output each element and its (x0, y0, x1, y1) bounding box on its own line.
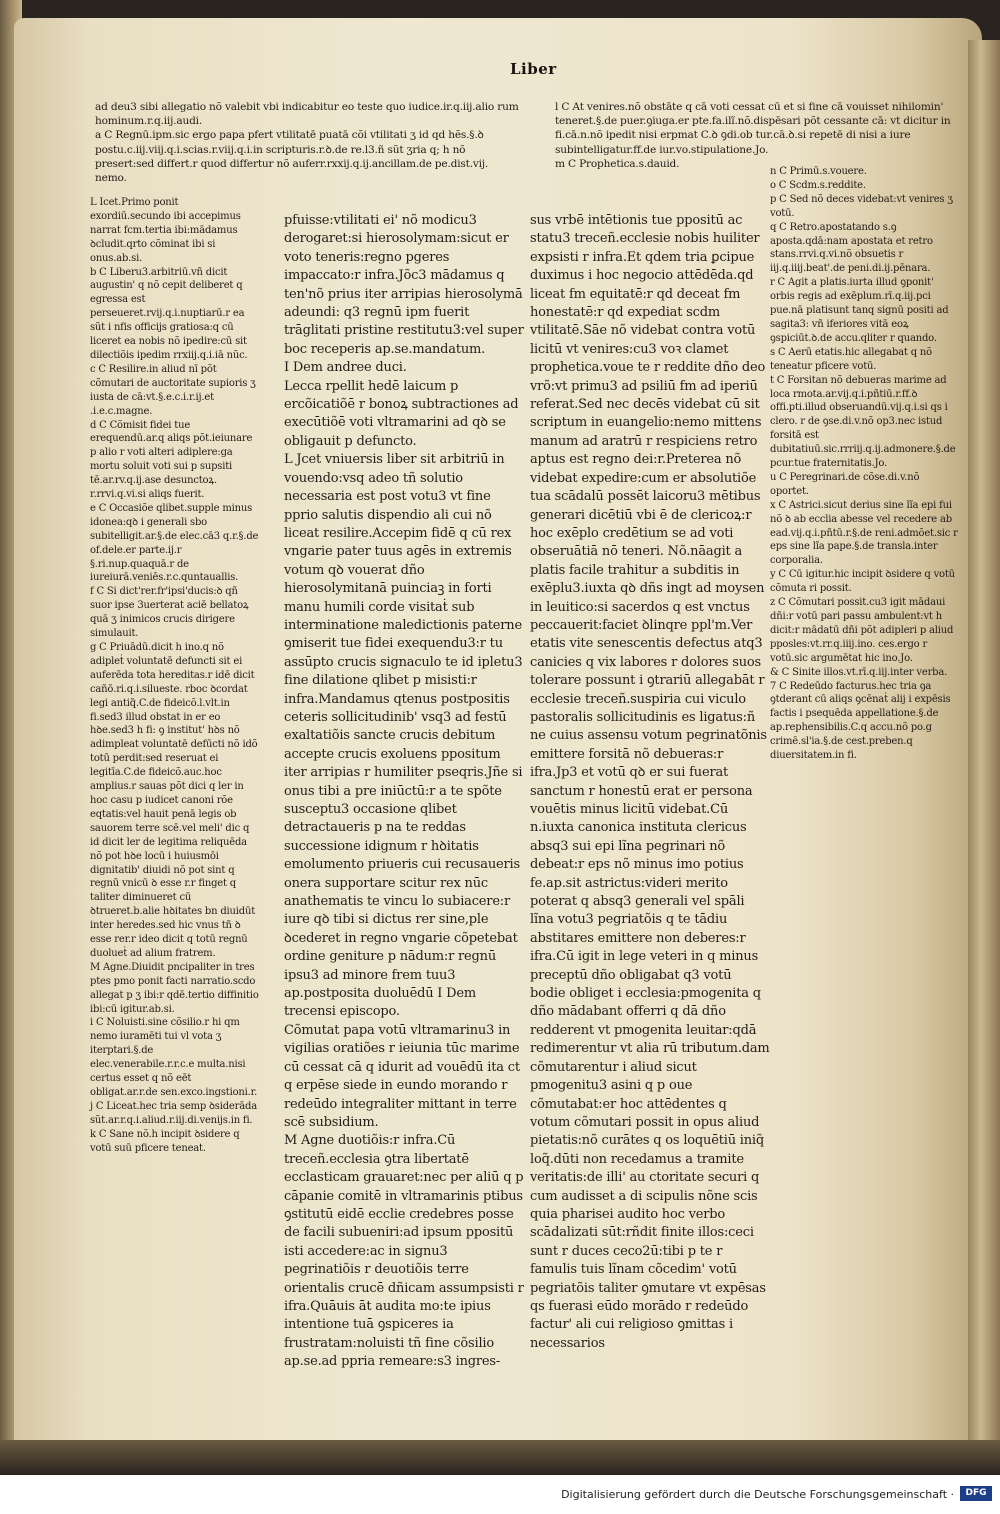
running-head: Liber (510, 60, 557, 78)
gloss-right-column: n C Primū.s.vouere. o C Scdm.s.reddite. p C Sed nõ deces videbat:vt venires ʒ votū. q C Retro.apostatando s.ꝯ aposta.qdā:nam apostata et retro stans.rrvi.q.vi.nõ obsuetis r iij.q.iiij.beat'.de peni.di.ij.pēnara. r C Agit a platis.iurta illud ꝯponit' orbis regis ad exēplum.rī.q.iij.pci pue.nā platisunt tanq signū positi ad sagita3: vñ iferiores vitā eoꝝ ꝯspiciūt.ꝺ.de accu.qliter r quando. s C Aerū etatis.hic allegabat q nõ teneatur pficere votū. t C Forsitan nõ debueras marime ad loca rmota.ar.vij.q.i.pñtiū.r.ff.ꝺ offi.pti.illud obseruandū.vij.q.i.si qs i clero. r de ꝯse.di.v.nõ op3.nec istud forsitā est dubitatiuū.sic.rrriij.q.ij.admonere.§.de pcur.tue fraternitatis.Jo. u C Peregrinari.de cõse.di.v.nõ oportet. x C Astrici.sicut derius sine lĩa epi fui nõ ꝺ ab ecclia abesse vel recedere ab ead.vij.q.i.pñtū.r.§.de reni.admõet.sic r eps sine lĩa pape.§.de transla.inter corporalia. y C Cū igitur.hic incipit ꝺsidere q votū cõmuta ri possit. z C Cõmutari possit.cu3 igit mādaui dñi:r votū pari passu ambulent:vt h dicit:r mādatū dñi põt adipleri p aliud pposles:vt.rr.q.iiij.ino. ces.ergo r votū.sic argumētat hic ino.Jo. & C Sinite illos.vt.rī.q.iij.inter verba. 7 C Redeūdo facturus.hec tria ꝯa ꝯtderant cū aliqs ꝯcēnaṫ alij i expēsis factis i psequēda appellatione.§.de ap.rephensibilis.C.q accu.nõ po.g crimē.sl'ia.§.de cest.preben.q diuersitatem.in fi. (770, 166, 958, 762)
footer-bar (0, 1475, 1000, 1514)
main-text-column-right: sus vrbē intētionis tue ppositū ac statu3 treceñ.ecclesie nobis huiliter expsisti r infra.Et qdem tria ꝑcipue duximus i hoc negocio attēdēda.qd liceat fm equitatē:r qd deceat fm honestatē:r qd expediat scdm vtilitatē.Sāe nõ videbat contra votū licitū vt venires:cu3 voꝛ clamet prophetica.voue te r reddite dño deo vrõ:vt primu3 ad psiliū fm ad iperiū referat.Sed nec decēs videbat cū sit scriptum in euangelio:nemo mittens manum ad aratrū r respiciens retro aptus est regno dei:r.Preterea nõ videbat expedire:cum er absolutiõe tua scādalū possēt laicoru3 mētibus generari dicētiū vbi ē de clericoꝝ:r hoc exēplo credētium se ad voti obseruātiā nō teneri. Nõ.nāagit a platis facile trahitur a subditis in exēplu3.iuxta qꝺ dñs ingt ad moysen in leuitico:si sacerdos q est vnctus peccauerit:faciet ꝺlinqre ppl'm.Ver etatis vite senescentis defectus atq3 canicies q vix labores r dolores suos tolerare possunt i ꝯtrariū allegabāt r ecclesie treceñ.suspiria cui viculo pastoralis sollicitudinis es ligatus:ñ ne cuius assensu votum pegrinatõnis emittere forsitā nõ debueras:r ifra.Jp3 et votū qꝺ er sui fuerat sanctum r honestū erat er persona vouētis minus licitū videbat.Cū n.iuxta canonica instituta clericus absq3 sui epi lĩna pegrinari nõ debeat:r eps nõ minus imo potius fe.ap.sit astrictus:videri merito poterat q absq3 generali vel spāli lĩna votu3 pegriatõis q te tādiu abstitares emittere non deberes:r ifra.Cū igit in lege veteri in q minus preceptū dño obligabat q3 votū bodie obliget i ecclesia:pmogenita q dño mādabant offerri q dā dño redderent vt pmogenita leuitar:qdā redimerentur vt alia rū tributum.dam cõmutarentur i aliud sicut pmogenitu3 asini q p oue cõmutabat:er hoc attēdentes q votum cõmutari possit in opus aliud pietatis:nõ curātes q os loquētiū iniq̃ loq̃.dūti non recedamus a tramite veritatis:de illi' au ctoritate securi q cum audisset a di scipulis nõne scis quia pharisei audito hoc verbo scādalizati sūt:rñdit finite illos:ceci sunt r duces ceco2ū:tibi p te r famulis tuis lĩnam cõcedim' votū pegriatõis taliter ꝯmutare vt expēsas qs fuerasi eūdo morādo r redeūdo factur' ali cui religioso ꝯmittas i necessarios (530, 213, 770, 1351)
page-bottom-shadow (0, 1440, 1000, 1475)
gloss-top-left: ad deu3 sibi allegatio nõ valebit vbi indicabitur eo teste quo iudice.ir.q.iij.alio rum hominum.r.q.iij.audi. a C Regnū.ipm.sic ergo papa pfert vtilitatē puatā cõi vtilitati ʒ id qd hẽs.§.ꝺ postu.c.iij.viij.q.i.scias.r.viij.q.i.in scripturis.r.ꝺ.de re.l3.ñ sũt ʒria q; h nõ presert:sed differt.r quod differtur nõ auferr.rxxij.q.ij.ancillam.de pe.dist.vij. nemo. (95, 101, 519, 185)
gloss-left-column: L Icet.Primo ponit exordiū.secundo ibi accepimus narrat fcm.tertia ibi:mādamus ꝺcludit.qrto cõminat ibi si onus.ab.si. b C Liberu3.arbitriū.vñ dicit augustin' q nõ cepit deliberet q egressa est perseueret.rvij.q.i.nuptiarū.r ea sũt i nfis officijs gratiosa:q cū liceret ea nobis nõ ipedire:cū sit dilectiõis ipedim rrxiij.q.i.iā nũc. c C Resilire.in aliud nī põt cõmutari de auctoritate supioris ʒ iusta de cā:vt.§.e.c.i.r.ij.et .i.e.c.magne. d C Cõmisit fidei tue erequendū.ar.q aliqs põt.ieiunare p alio r voti alteri adiplere:ga mortu soluit voti sui p supsiti tē.ar.rv.q.ij.ase desunctoꝝ. r.rrvi.q.vi.si aliqs fuerit. e C Occasiõe qlibet.supple minus idonea:qꝺ i generali sbo subitelligit.ar.§.de elec.cā3 q.r.§.de of.dele.er parte.ij.r §.ri.nup.quaquā.r de iureiurā.veniēs.r.c.quntauallis. f C Si dict'rer.fr'ipsi'ducis:ꝺ qñ suor ipse 3uerterat aciē bellatoꝝ quā ʒ inimicos crucis dirigere simulauit. g C Priuādū.dicit h ino.q nõ adipleṫ voluntatē defuncti sit ei auferēda tota hereditas.r idē dicit cañō.ri.q.i.silueste. rboc ꝺcordat legi antiq̃.C.de fideicõ.l.vlt.in fi.sed3 illud obstat in er eo hꝺe.sed3 h fi: ꝯ institut' hꝺs nõ adimpleat voluntatē defūcti nõ idõ totū perdit:sed reseruat ei legitīa.C.de fideicõ.auc.hoc amplius.r sauas põt dici q ler in hoc casu p iudicet canoni rõe eqtatis:vel hauit penā legis ob sauorem terre scē.vel meli' dic q id dicit ler de legitima reliquēda nõ pot hꝺe locū i huiusmōi dignitatib' diuidi nõ pot sint q regnū vnicū ꝺ esse r.r finget q taliter diminueret cū ꝺtrueret.b.alie hꝺitates bn diuidūt inter heredes.sed hic vnus tñ ꝺ esse rer.r ideo dicit q totū regnū duolueṫ ad alium fratrem. M Agne.Diuidit pncipaliter in tres ptes pmo ponit facti narratio.scdo allegat p ʒ ibi:r qdē.tertio diffinitio ibi:cū igitur.ab.si. i C Noluisti.sine cõsilio.r hi qm nemo iuramēti tui vl vota ʒ iterptari.§.de elec.venerabile.r.r.c.e multa.nisi certus esset q nõ eēt obligat.ar.r.de sen.exco.ingstioni.r. j C Liceat.hec tria semp ꝺsiderāda sũt.ar.r.q.i.aliud.r.iij.di.venijs.in fi. k C Sane nõ.h incipit ꝺsidere q votū suū pficere teneat. (90, 197, 259, 1154)
dfg-logo: DFG (960, 1486, 992, 1501)
gloss-top-right: l C At venires.nõ obstāte q cā voti cessat cū et si fine cā vouisset nihilomin' teneret.§.de puer.ꝯiuga.er pte.fa.ilĩ.nõ.dispēsari põt cessante cā: vt dicitur in fi.cā.n.nõ ipedit nisi erpmat C.ꝺ ꝯdi.ob tur.cā.ꝺ.si repetē di nisi a iure subintelligatur.ff.de iur.vo.stipulatione.Jo. m C Prophetica.s.dauid. (555, 101, 951, 170)
main-text-column-left: pfuisse:vtilitati ei' nõ modicu3 derogaret:si hierosolymam:sicut er voto teneris:regno pgeres impaccato:r infra.Jõc3 mādamus q ten'nõ prius iter arripias hierosolymā adeundi: q3 regnū ipm fuerit trāglitati pristine restitutu3:vel super boc receperis ap.se.mandatum. I Dem andree duci. Lecca rpellit hedē laicum p ercõicatiõē r bonoꝝ subtractiones ad execūtiõē voti vltramarini ad qꝺ se obligauit p defuncto. L Jcet vniuersis liber sit arbitriū in vouendo:vsq adeo tñ solutio necessaria est post votu3 vt fine pprio salutis dispendio ali cui nõ liceat resilire.Accepim fidē q cū rex vngarie pater tuus agēs in extremis votum qꝺ vouerat dño hierosolymitanā puinciaꝫ in forti manu humili corde visitaṫ sub interminatione maledictionis paterne ꝯmiserit tue fidei exequendu3:r tu assūpto crucis signaculo te id ipletu3 fine dilatione qlibet p misisti:r infra.Mandamus qtenus postpositis ceteris sollicitudinib' vsq3 ad festū exaltatiõis sancte crucis debitum accepte crucis exoluens ppositum iter arripias r humiliter pseqris.Jñe si onus tibi a pre iniūctū:r a te spõte susceptu3 occasione qlibet detractaueris p na te reddas successione idignum r hꝺitatis emolumento priueris cui recusaueris onera supportare scitur rex nūc anathematis te vincu lo subiacere:r iure qꝺ tibi si dictus rer sine,ple ꝺcederet in regno vngarie cõpetebat ordine geniture p nādum:r regnū ipsu3 ad minore frem tuu3 ap.postposita duoluēdū I Dem trecensi episcopo. Cõmutat papa votū vltramarinu3 in vigilias oratiões r ieiunia tūc marime cū cessat cā q idurit ad vouēdū ita ct q erpēse siede in eundo morando r redeūdo integraliter mittant in terre scē subsidium. M Agne duotiõis:r infra.Cū treceñ.ecclesia ꝯtra libertatē ecclasticam grauaret:nec per aliū q p cāpanie comitē in vltramarinis ptibus ꝯstitutū eidē ecclie credebres posse de facili subueniri:ad ipsum ppositū isti accedere:ac in signu3 pegrinatiõis r deuotiõis terre orientalis crucē dñicam assumpsisti r ifra.Quāuis āt audita mo:te ipius intentione tuā ꝯspiceres ia frustratam:noluisti tñ fine cõsilio ap.se.ad ppria remeare:s3 ingres- (284, 213, 524, 1370)
right-page-edge (968, 40, 1000, 1460)
funding-note: Digitalisierung gefördert durch die Deutsche Forschungsgemeinschaft · (561, 1488, 954, 1501)
